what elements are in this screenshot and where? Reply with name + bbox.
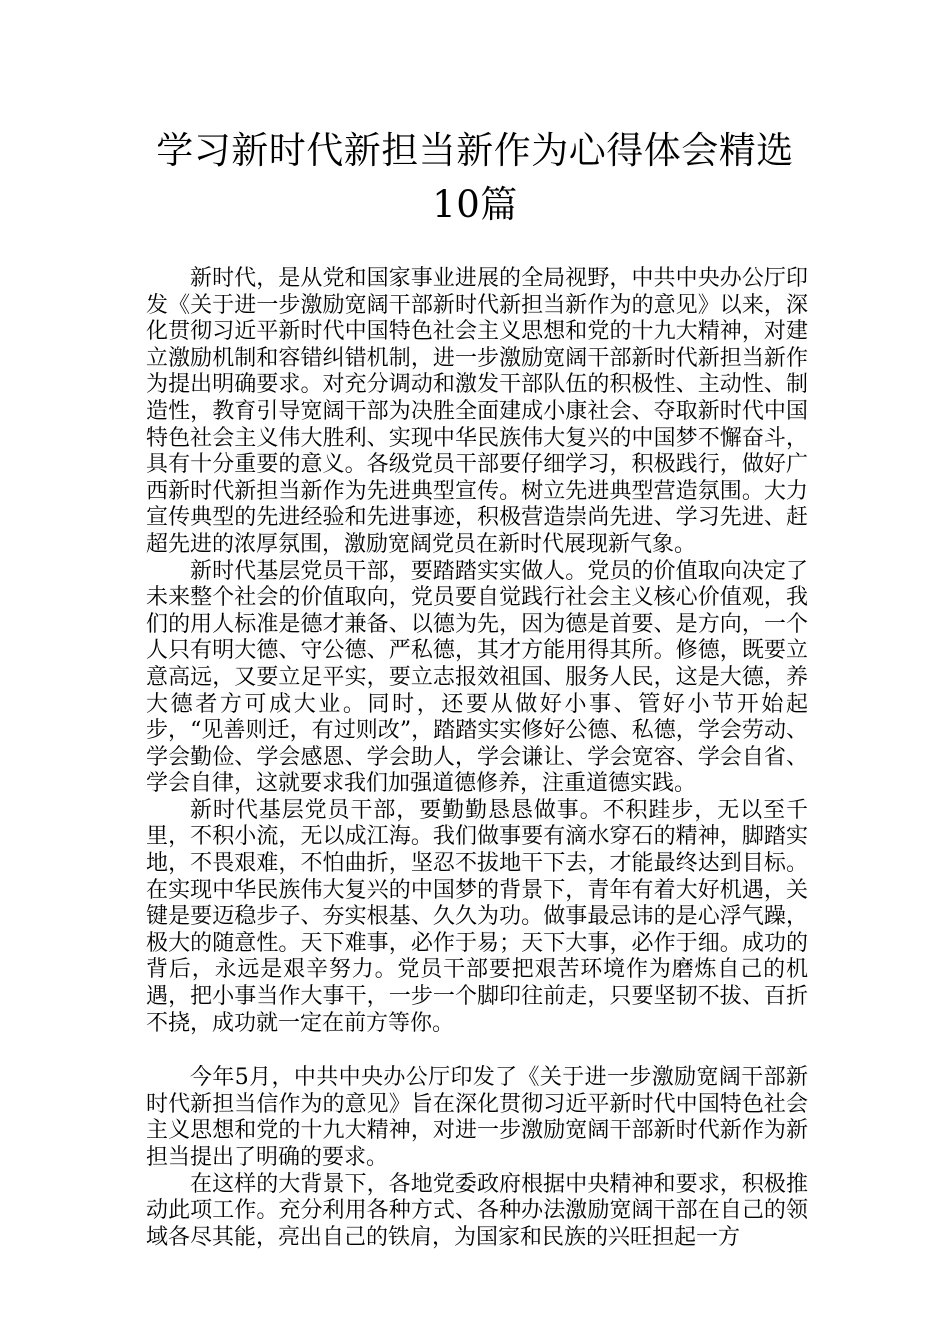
paragraph-5: 在这样的大背景下，各地党委政府根据中央精神和要求，积极推动此项工作。充分利用各种方式、各种办法激励宽阔干部在自己的领域各尽其能，亮出自己的铁肩，为国家和民族的兴旺担起一方 — [146, 1171, 808, 1250]
paragraph-gap — [146, 1037, 808, 1065]
paragraph-4: 今年5月，中共中央办公厅印发了《关于进一步激励宽阔干部新时代新担当信作为的意见》旨在深化贯彻习近平新时代中国特色社会主义思想和党的十九大精神，对进一步激励宽阔干部新时代新作为新担当提出了明确的要求。 — [146, 1065, 808, 1170]
paragraph-3: 新时代基层党员干部，要勤勤恳恳做事。不积跬步，无以至千里，不积小流，无以成江海。我们做事要有滴水穿石的精神，脚踏实地，不畏艰难，不怕曲折，坚忍不拔地干下去，才能最终达到目标。在实现中华民族伟大复兴的中国梦的背景下，青年有着大好机遇，关键是要迈稳步子、夯实根基、久久为功。做事最忌讳的是心浮气躁，极大的随意性。天下难事，必作于易；天下大事，必作于细。成功的背后，永远是艰辛努力。党员干部要把艰苦环境作为磨炼自己的机遇，把小事当作大事干，一步一个脚印往前走，只要坚韧不拔、百折不挠，成功就一定在前方等你。 — [146, 797, 808, 1036]
paragraph-2: 新时代基层党员干部，要踏踏实实做人。党员的价值取向决定了未来整个社会的价值取向，党员要自觉践行社会主义核心价值观，我们的用人标准是德才兼备、以德为先，因为德是首要、是方向，一个人只有明大德、守公德、严私德，其才方能用得其所。修德，既要立意高远，又要立足平实，要立志报效祖国、服务人民，这是大德，养大德者方可成大业。同时，还要从做好小事、管好小节开始起步，“见善则迁，有过则改”，踏踏实实修好公德、私德，学会劳动、学会勤俭、学会感恩、学会助人，学会谦让、学会宽容、学会自省、学会自律，这就要求我们加强道德修养，注重道德实践。 — [146, 558, 808, 797]
document-title: 学习新时代新担当新作为心得体会精选10篇 — [156, 129, 794, 226]
document-body — [146, 266, 808, 1251]
paragraph-1: 新时代，是从党和国家事业进展的全局视野，中共中央办公厅印发《关于进一步激励宽阔干部新时代新担当新作为的意见》以来，深化贯彻习近平新时代中国特色社会主义思想和党的十九大精神，对建立激励机制和容错纠错机制，进一步激励宽阔干部新时代新担当新作为提出明确要求。对充分调动和激发干部队伍的积极性、主动性、制造性，教育引导宽阔干部为决胜全面建成小康社会、夺取新时代中国特色社会主义伟大胜利、实现中华民族伟大复兴的中国梦不懈奋斗，具有十分重要的意义。各级党员干部要仔细学习，积极践行，做好广西新时代新担当新作为先进典型宣传。树立先进典型营造氛围。大力宣传典型的先进经验和先进事迹，积极营造崇尚先进、学习先进、赶超先进的浓厚氛围，激励宽阔党员在新时代展现新气象。 — [146, 266, 808, 557]
